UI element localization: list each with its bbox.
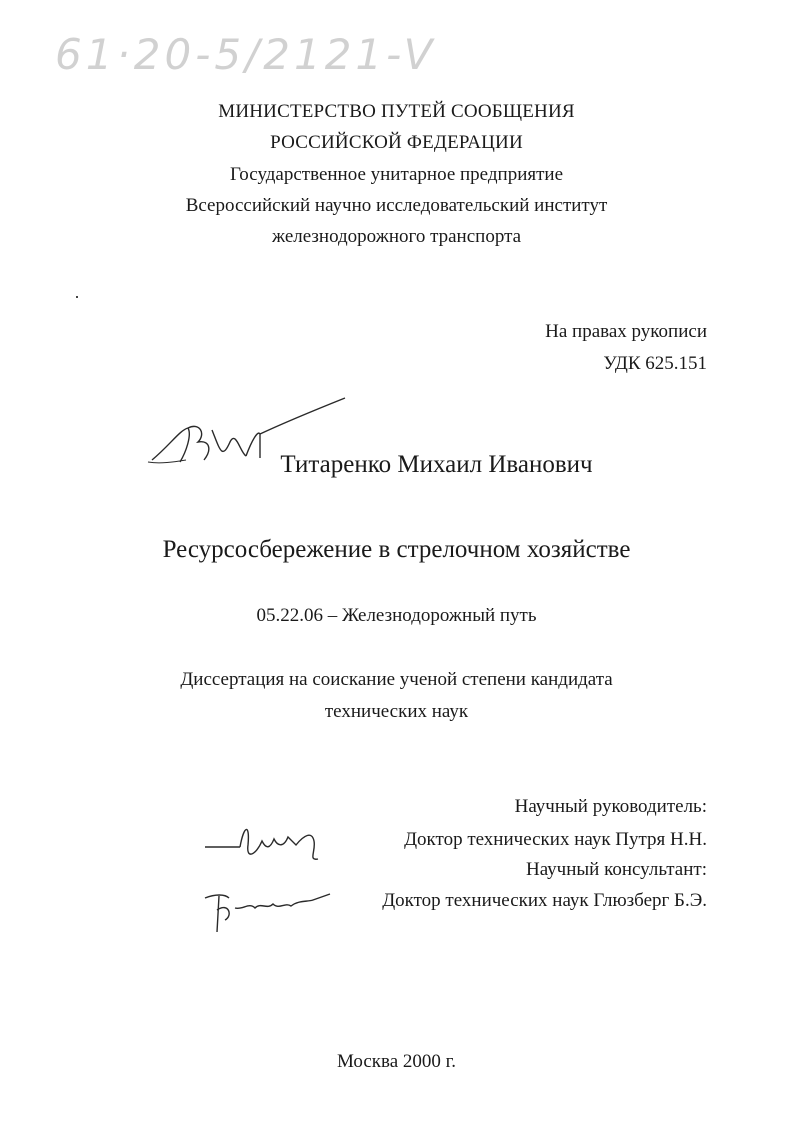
ministry-line-1: МИНИСТЕРСТВО ПУТЕЙ СООБЩЕНИЯ [218, 101, 575, 122]
manuscript-rights: На правах рукописи [545, 321, 707, 342]
ministry-line-2: РОССИЙСКОЙ ФЕДЕРАЦИИ [270, 132, 523, 153]
org-line-2: Всероссийский научно исследовательский институт [185, 195, 608, 216]
city-year: Москва 2000 г. [336, 1051, 457, 1072]
udk-code: УДК 625.151 [603, 353, 707, 374]
supervisor-label: Научный руководитель: [514, 796, 707, 817]
specialty-code: 05.22.06 – Железнодорожный путь [256, 605, 537, 626]
consultant-signature [195, 880, 345, 940]
supervisor-name: Доктор технических наук Путря Н.Н. [404, 829, 707, 850]
consultant-label: Научный консультант: [525, 859, 707, 880]
archive-stamp: 61·20-5/2121-V [55, 30, 437, 79]
scan-speck [76, 296, 78, 298]
supervisor-signature [200, 815, 340, 870]
org-line-3: железнодорожного транспорта [271, 226, 522, 247]
consultant-name: Доктор технических наук Глюзберг Б.Э. [382, 890, 707, 911]
org-line-1: Государственное унитарное предприятие [229, 164, 564, 185]
degree-line-2: технических наук [324, 701, 469, 722]
degree-line-1: Диссертация на соискание ученой степени кандидата [180, 669, 613, 690]
author-name: Титаренко Михаил Иванович [280, 451, 593, 478]
dissertation-title: Ресурсосбережение в стрелочном хозяйстве [162, 536, 631, 563]
